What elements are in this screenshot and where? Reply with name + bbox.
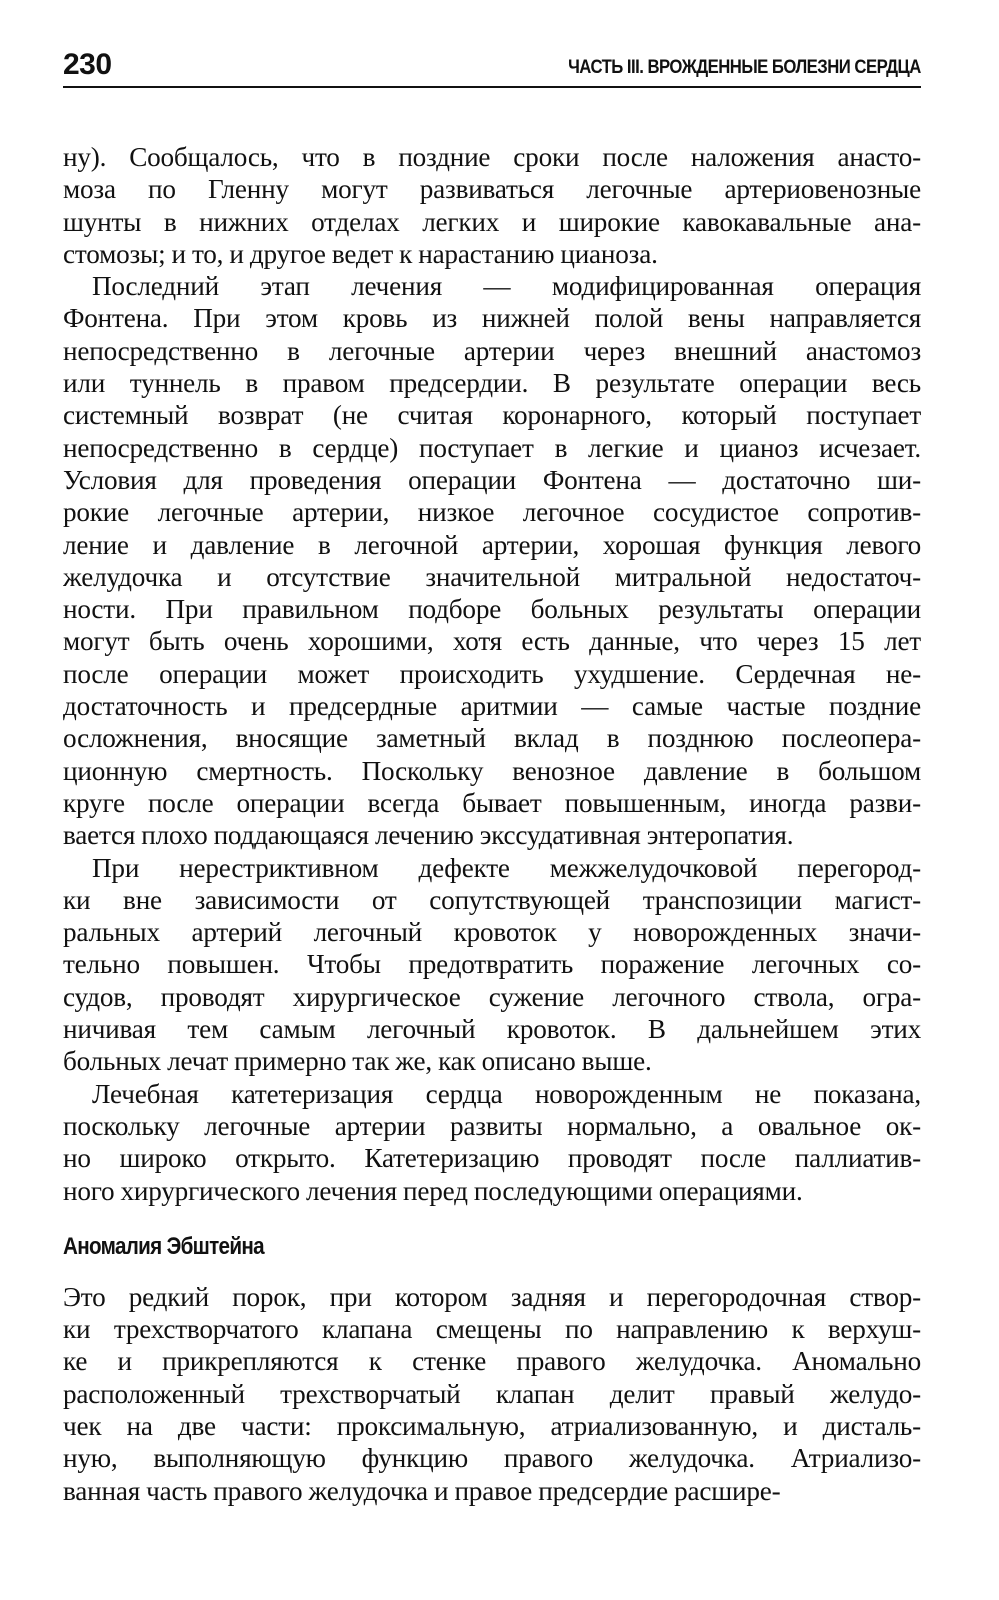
text-line: поскольку легочные артерии развиты нормально, а овальное ок-: [63, 1110, 921, 1141]
text-line: Это редкий порок, при котором задняя и перегородочная створ-: [63, 1281, 921, 1312]
page-number: 230: [63, 48, 112, 81]
text-line: ничивая тем самым легочный кровоток. В дальнейшем этих: [63, 1014, 921, 1045]
text-line: могут быть очень хорошими, хотя есть данные, что через 15 лет: [63, 626, 921, 657]
main-text: [63, 141, 921, 1207]
text-line: системный возврат (не считая коронарного, который поступает: [63, 400, 921, 431]
text-line: расположенный трехстворчатый клапан делит правый желудо-: [63, 1378, 921, 1409]
running-title: ЧАСТЬ III. ВРОЖДЕННЫЕ БОЛЕЗНИ СЕРДЦА: [568, 57, 921, 78]
text-line: Лечебная катетеризация сердца новорожденным не показана,: [92, 1078, 921, 1109]
text-line: вается плохо поддающаяся лечению экссудативная энтеропатия.: [63, 820, 794, 851]
text-line: ного хирургического лечения перед последующими операциями.: [63, 1175, 803, 1206]
text-line: ки вне зависимости от сопутствующей транспозиции магист-: [63, 884, 921, 915]
text-line: ну). Сообщалось, что в поздние сроки после наложения анасто-: [63, 142, 921, 172]
text-line: осложнения, вносящие заметный вклад в позднюю послеопера-: [63, 723, 921, 754]
text-line: ности. При правильном подборе больных результаты операции: [63, 594, 921, 625]
text-line: ление и давление в легочной артерии, хорошая функция левого: [63, 529, 921, 560]
text-line: ральных артерий легочный кровоток у новорожденных значи-: [63, 917, 921, 948]
paragraph: [63, 852, 921, 1078]
text-line: ванная часть правого желудочка и правое предсердие расшире-: [63, 1475, 781, 1506]
text-line: ке и прикрепляются к стенке правого желудочка. Аномально: [63, 1346, 921, 1377]
text-line: Последний этап лечения — модифицированная операция: [92, 271, 921, 302]
text-line: или туннель в правом предсердии. В результате операции весь: [63, 368, 921, 399]
book-page: [63, 40, 921, 1507]
text-line: больных лечат примерно так же, как описано выше.: [63, 1046, 652, 1077]
text-line: ционную смертность. Поскольку венозное давление в большом: [63, 755, 921, 786]
text-line: достаточность и предсердные аритмии — самые частые поздние: [63, 691, 921, 722]
running-head: [63, 40, 921, 88]
section-text: [63, 1281, 921, 1507]
text-line: моза по Гленну могут развиваться легочные артериовенозные: [63, 174, 921, 205]
text-line: При нерестриктивном дефекте межжелудочковой перегород-: [92, 852, 921, 883]
text-line: после операции может происходить ухудшение. Сердечная не-: [63, 658, 921, 689]
paragraph: [63, 1281, 921, 1507]
text-line: шунты в нижних отделах легких и широкие кавокавальные ана-: [63, 206, 921, 237]
text-line: ную, выполняющую функцию правого желудочка. Атриализо-: [63, 1443, 921, 1474]
text-line: ки трехстворчатого клапана смещены по направлению к верхуш-: [63, 1314, 921, 1345]
text-line: непосредственно в сердце) поступает в легкие и цианоз исчезает.: [63, 432, 921, 463]
text-line: тельно повышен. Чтобы предотвратить поражение легочных со-: [63, 949, 921, 980]
page-body: [63, 141, 921, 1507]
text-line: желудочка и отсутствие значительной митральной недостаточ-: [63, 561, 921, 592]
text-line: судов, проводят хирургическое сужение легочного ствола, огра-: [63, 981, 921, 1012]
text-line: но широко открыто. Катетеризацию проводят после паллиатив-: [63, 1143, 921, 1174]
text-line: круге после операции всегда бывает повышенным, иногда разви-: [63, 787, 921, 818]
text-line: чек на две части: проксимальную, атриализованную, и дисталь-: [63, 1410, 921, 1441]
paragraph: [63, 270, 921, 851]
text-line: непосредственно в легочные артерии через внешний анастомоз: [63, 335, 921, 366]
paragraph: [63, 141, 921, 270]
paragraph: [63, 1078, 921, 1207]
text-line: Условия для проведения операции Фонтена — достаточно ши-: [63, 464, 921, 495]
text-line: Фонтена. При этом кровь из нижней полой вены направляется: [63, 303, 921, 334]
text-line: рокие легочные артерии, низкое легочное сосудистое сопротив-: [63, 497, 921, 528]
section-heading: Аномалия Эбштейна: [63, 1232, 264, 1260]
text-line: стомозы; и то, и другое ведет к нарастанию цианоза.: [63, 238, 658, 269]
